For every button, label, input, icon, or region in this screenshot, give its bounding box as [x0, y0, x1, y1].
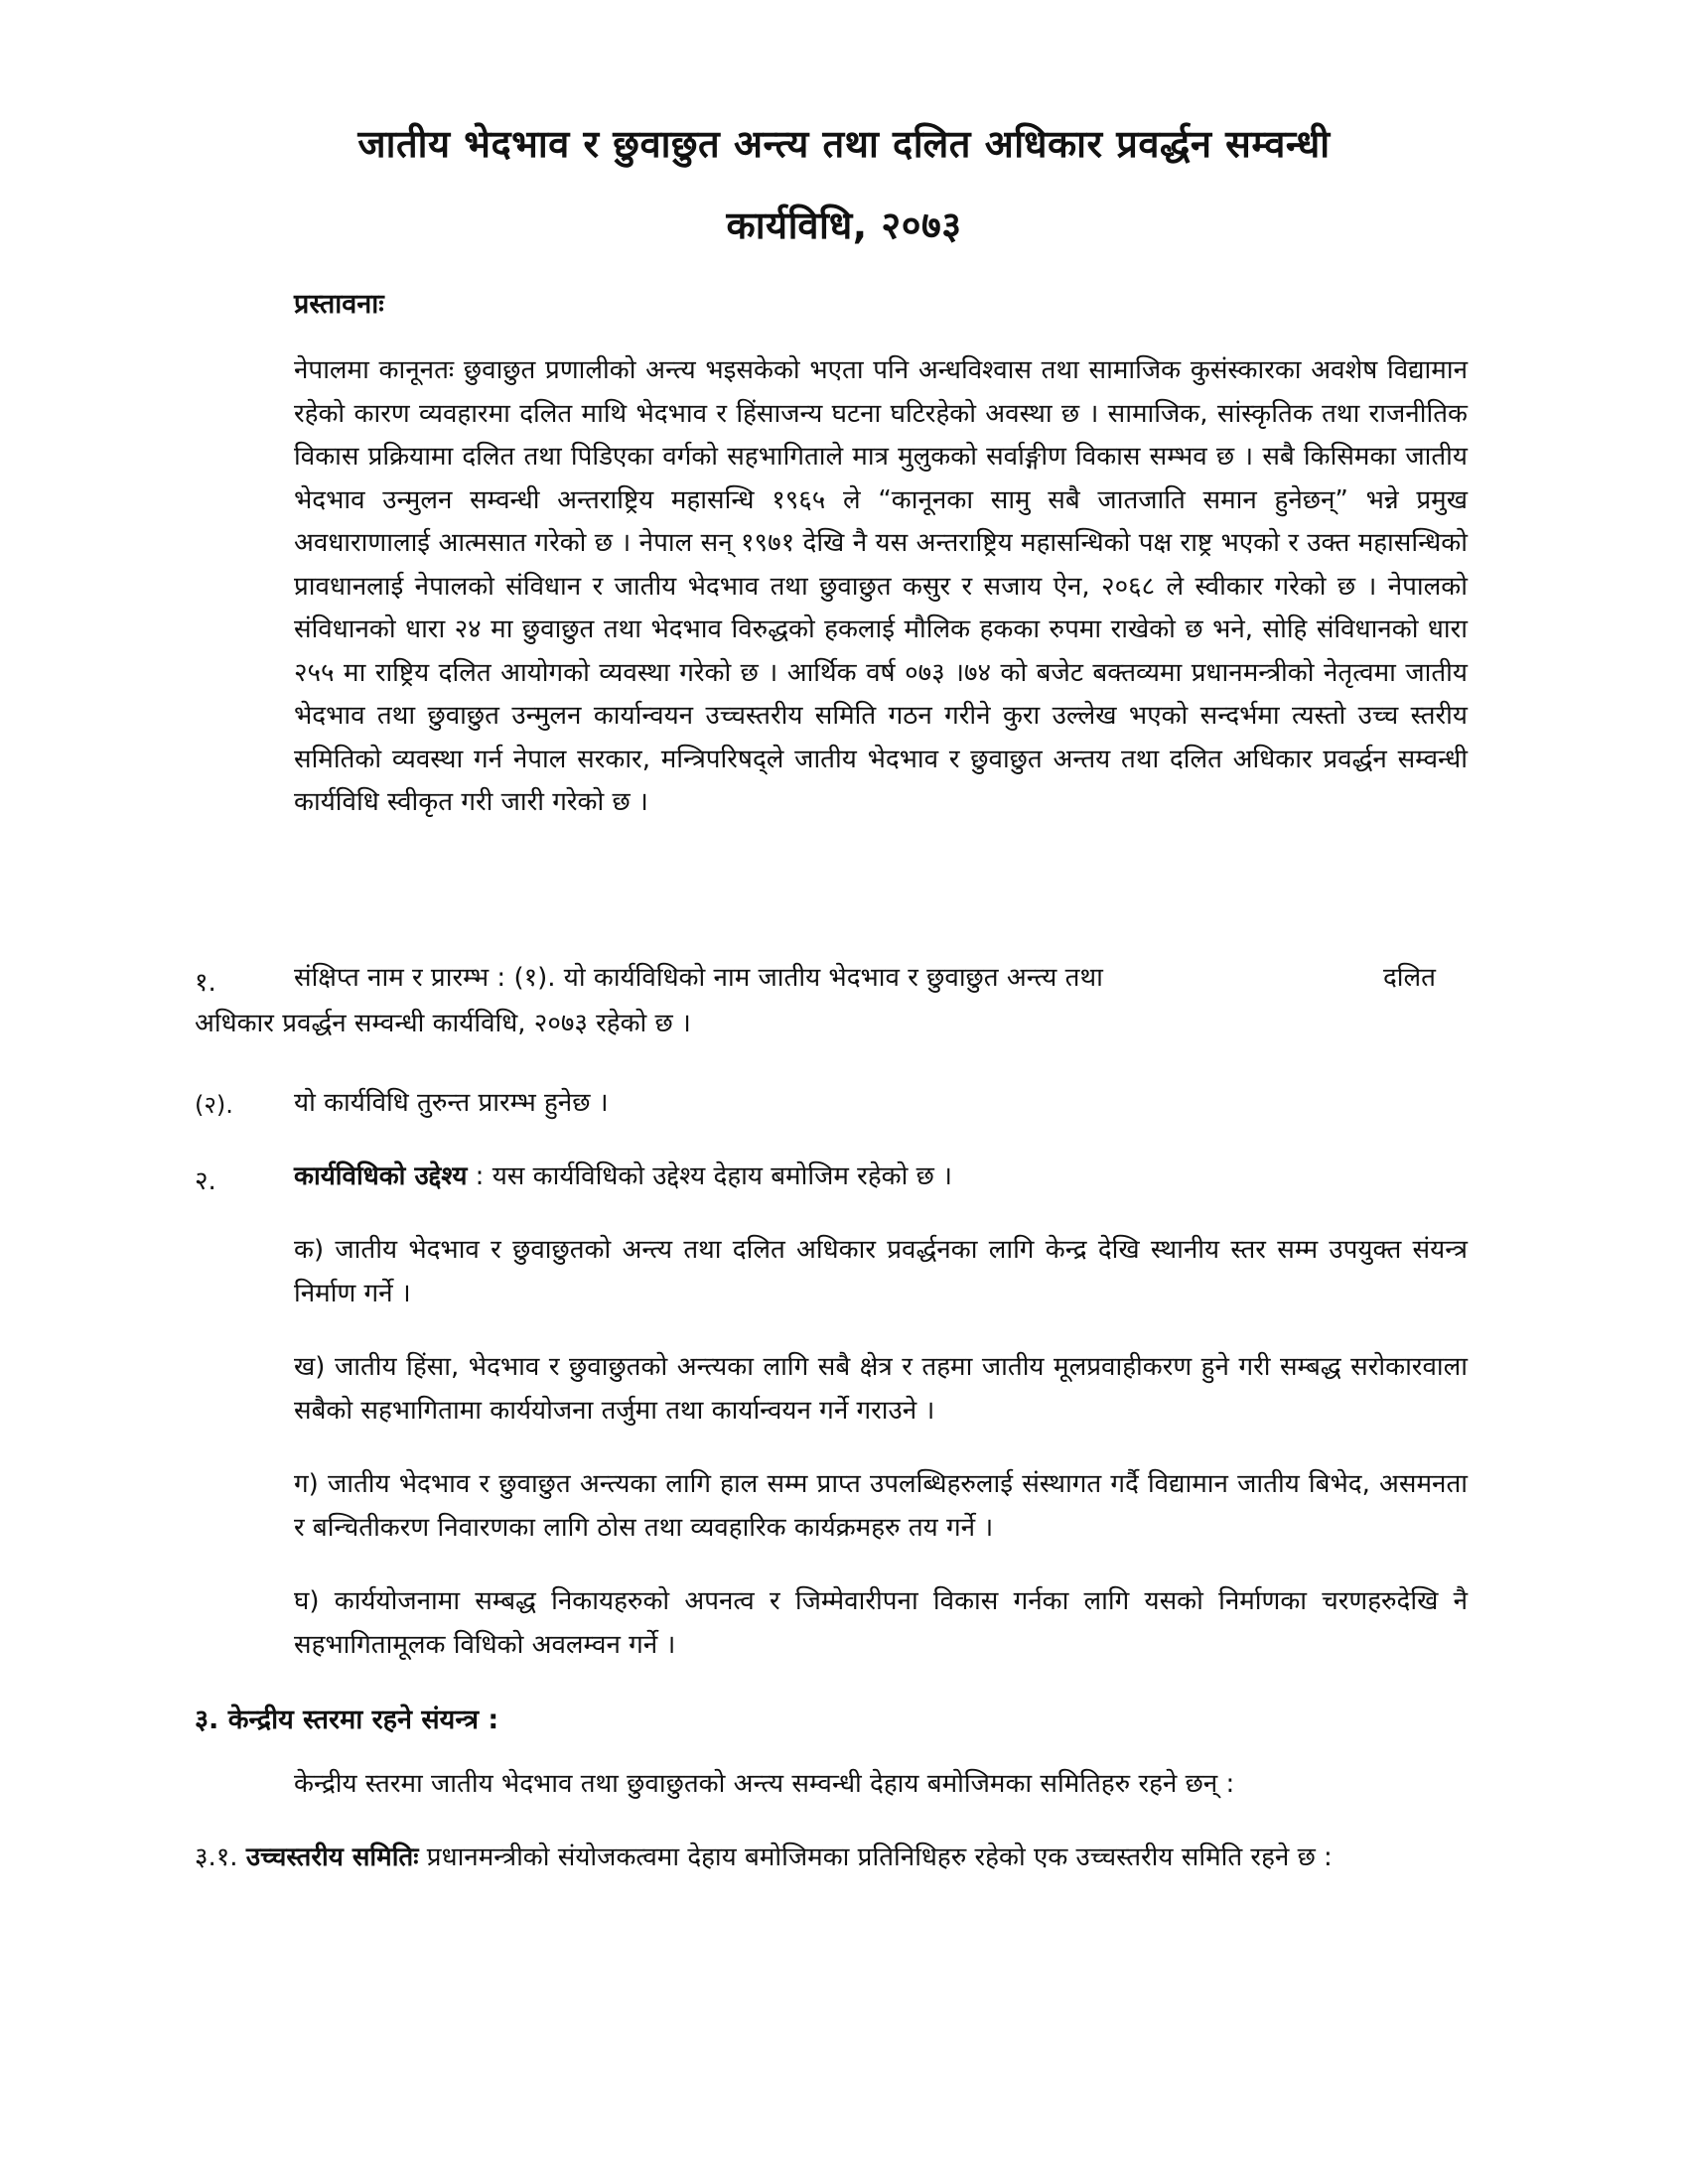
section1-sub2-text: यो कार्यविधि तुरुन्त प्रारम्भ हुनेछ ।: [294, 1088, 609, 1118]
section2-item: क) जातीय भेदभाव र छुवाछुतको अन्त्य तथा दलित अधिकार प्रवर्द्धनका लागि केन्द्र देखि स्थानीय स्तर सम्म उपयुक्त संयन्त्र निर्माण गर्ने ।: [294, 1235, 1468, 1308]
section3-sub1: [195, 1837, 1468, 1880]
section2-item: ग) जातीय भेदभाव र छुवाछुत अन्त्यका लागि हाल सम्म प्राप्त उपलब्धिहरुलाई संस्थागत गर्दै विद्यामान जातीय बिभेद, असमनता र बन्चितीकरण निवारणका लागि ठोस तथा व्यवहारिक कार्यक्रमहरु तय गर्ने ।: [294, 1469, 1468, 1543]
section3-heading: ३. केन्द्रीय स्तरमा रहने संयन्त्र :: [195, 1705, 499, 1735]
preamble-heading: प्रस्तावनाः: [294, 289, 384, 320]
section2-intro: [294, 1156, 1466, 1199]
section2-text: : यस कार्यविधिको उद्देश्य देहाय बमोजिम रहेको छ ।: [467, 1161, 952, 1191]
document-title-line2: कार्यविधि, २०७३: [726, 204, 962, 247]
section2-heading: कार्यविधिको उद्देश्य: [294, 1161, 468, 1191]
section2-number: २.: [195, 1166, 216, 1196]
section3-text: केन्द्रीय स्तरमा जातीय भेदभाव तथा छुवाछुतको अन्त्य सम्वन्धी देहाय बमोजिमका समितिहरु रहने छन् :: [294, 1769, 1235, 1799]
section3-sub1-number: ३.१.: [195, 1843, 238, 1872]
preamble-paragraph: नेपालमा कानूनतः छुवाछुत प्रणालीको अन्त्य भइसकेको भएता पनि अन्धविश्वास तथा सामाजिक कुसंस्कारका अवशेष विद्यामान रहेको कारण व्यवहारमा दलित माथि भेदभाव र हिंसाजन्य घटना घटिरहेको अवस्था छ । सामाजिक, सांस्कृतिक तथा राजनीतिक विकास प्रक्रियामा दलित तथा पिडिएका वर्गको सहभागिताले मात्र मुलुकको सर्वाङ्गीण विकास सम्भव छ । सबै किसिमका जातीय भेदभाव उन्मुलन सम्वन्धी अन्तराष्ट्रिय महासन्धि १९६५ ले “कानूनका सामु सबै जातजाति समान हुनेछन्” भन्ने प्रमुख अवधाराणालाई आत्मसात गरेको छ । नेपाल सन् १९७१ देखि नै यस अन्तराष्ट्रिय महासन्धिको पक्ष राष्ट्र भएको र उक्त महासन्धिको प्रावधानलाई नेपालको संविधान र जातीय भेदभाव तथा छुवाछुत कसुर र सजाय ऐन, २०६८ ले स्वीकार गरेको छ । नेपालको संविधानको धारा २४ मा छुवाछुत तथा भेदभाव विरुद्धको हकलाई मौलिक हकका रुपमा राखेको छ भने, सोहि संविधानको धारा २५५ मा राष्ट्रिय दलित आयोगको व्यवस्था गरेको छ । आर्थिक वर्ष ०७३ ।७४ को बजेट बक्तव्यमा प्रधानमन्त्रीको नेतृत्वमा जातीय भेदभाव तथा छुवाछुत उन्मुलन कार्यान्वयन उच्चस्तरीय समिति गठन गरीने कुरा उल्लेख भएको सन्दर्भमा त्यस्तो उच्च स्तरीय समितिको व्यवस्था गर्न नेपाल सरकार, मन्त्रिपरिषद्ले जातीय भेदभाव र छुवाछुत अन्तय तथा दलित अधिकार प्रवर्द्धन सम्वन्धी कार्यविधि स्वीकृत गरी जारी गरेको छ ।: [294, 355, 1468, 817]
section1-line1: संक्षिप्त नाम र प्रारम्भ : (१). यो कार्यविधिको नाम जातीय भेदभाव र छुवाछुत अन्त्य तथा: [294, 963, 1103, 993]
section3-sub1-heading: उच्चस्तरीय समितिः: [245, 1843, 419, 1872]
section1-number: १.: [195, 968, 216, 998]
section1-line1-tail: दलित: [1383, 963, 1436, 993]
section1-sub2-number: (२).: [195, 1091, 233, 1119]
section1-line2: अधिकार प्रवर्द्धन सम्वन्धी कार्यविधि, २०७३ रहेको छ ।: [195, 1009, 691, 1038]
section3-sub1-text: प्रधानमन्त्रीको संयोजकत्वमा देहाय बमोजिमका प्रतिनिधिहरु रहेको एक उच्चस्तरीय समिति रहने छ :: [418, 1843, 1333, 1872]
section2-item: घ) कार्ययोजनामा सम्बद्ध निकायहरुको अपनत्व र जिम्मेवारीपना विकास गर्नका लागि यसको निर्माणका चरणहरुदेखि नै सहभागितामूलक विधिको अवलम्वन गर्ने ।: [294, 1586, 1468, 1660]
document-title-line1: जातीय भेदभाव र छुवाछुत अन्त्य तथा दलित अधिकार प्रवर्द्धन सम्वन्धी: [357, 122, 1331, 166]
section2-item: ख) जातीय हिंसा, भेदभाव र छुवाछुतको अन्त्यका लागि सबै क्षेत्र र तहमा जातीय मूलप्रवाहीकरण हुने गरी सम्बद्ध सरोकारवाला सबैको सहभागितामा कार्ययोजना तर्जुमा तथा कार्यान्वयन गर्ने गराउने ।: [294, 1352, 1468, 1426]
